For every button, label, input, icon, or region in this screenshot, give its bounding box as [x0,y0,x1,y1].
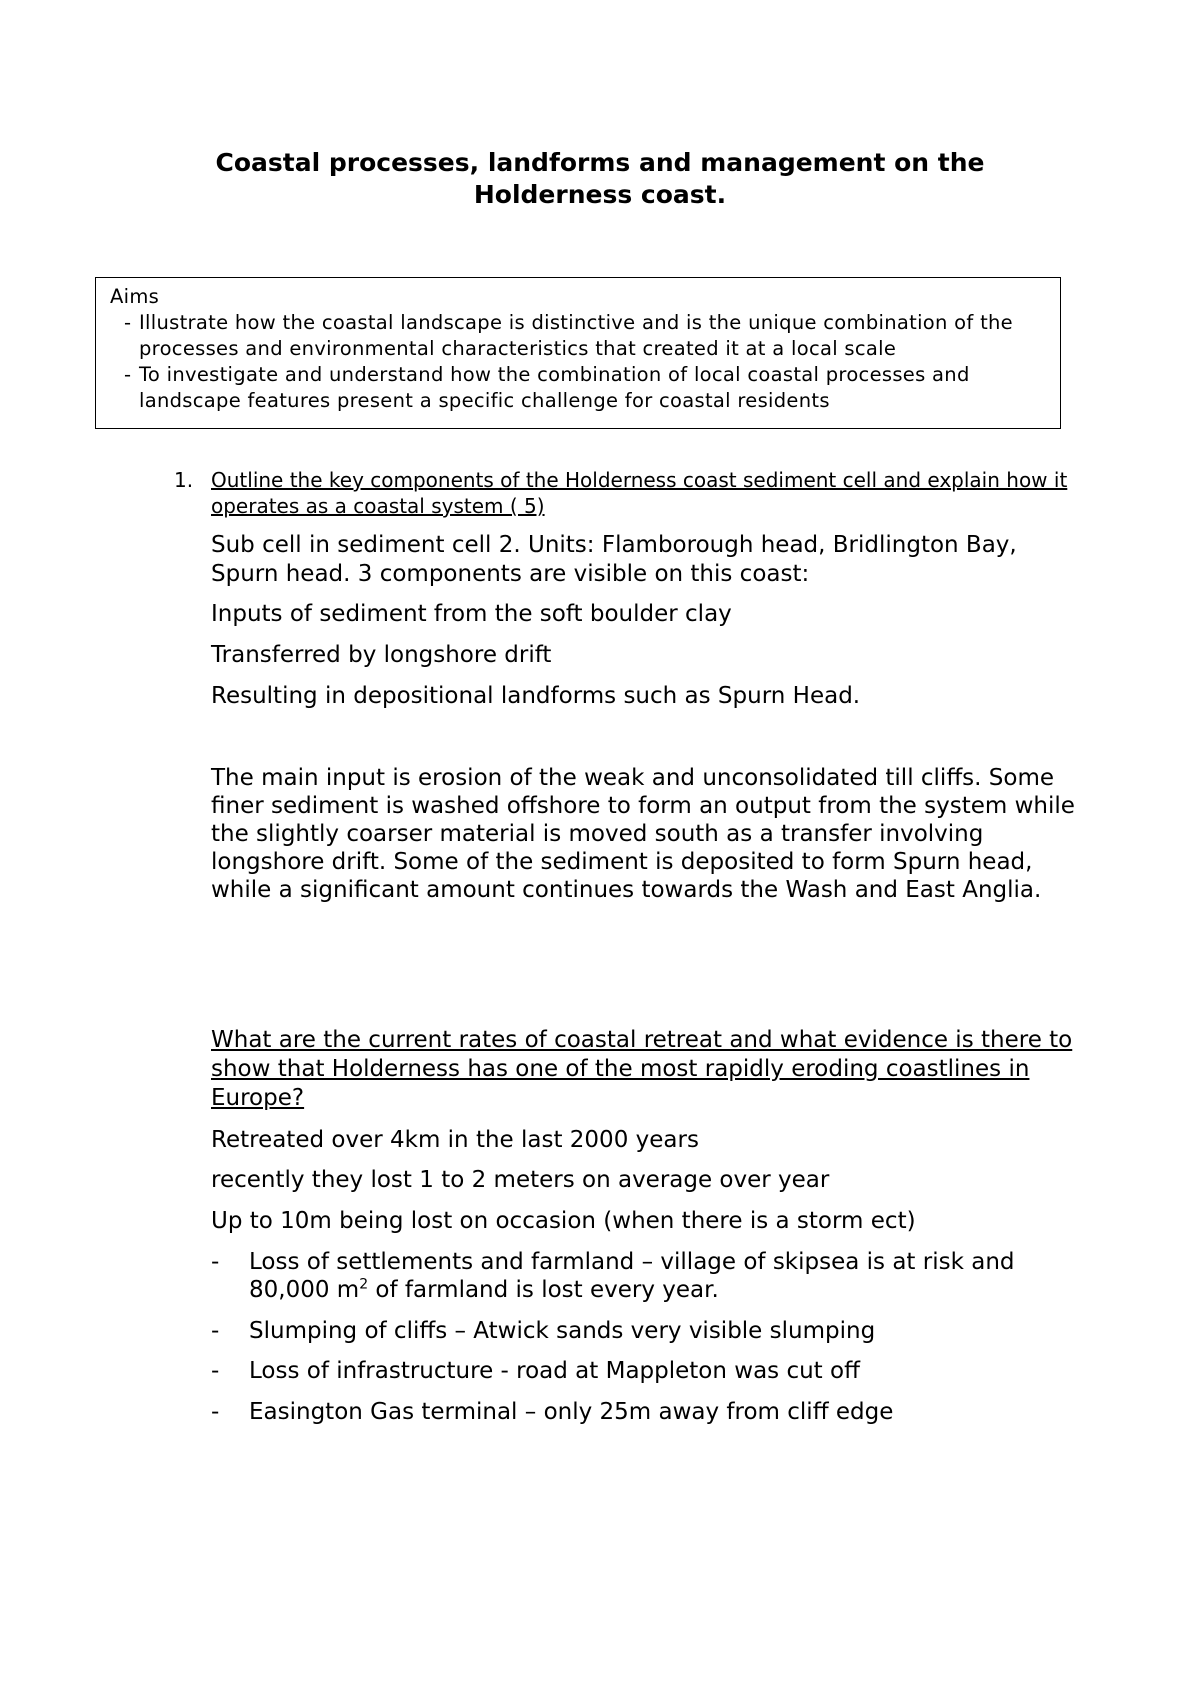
bullet-text-part: Loss of settlements and farmland – village of skipsea is at risk and 80,000 m [249,1249,1015,1303]
bullet-dash: - [211,1249,220,1275]
bullet-text: Easington Gas terminal – only 25m away from cliff edge [249,1399,894,1425]
question-1-number: 1. [174,468,194,492]
question-2-heading: What are the current rates of coastal retreat and what evidence is there to show that Holderness has one of the most rapidly eroding coastlines in Europe? [211,1027,1073,1111]
question-2-answer-line: recently they lost 1 to 2 meters on average over year [211,1167,830,1193]
bullet-dash: - [211,1358,220,1384]
bullet-dash: - [211,1399,220,1425]
evidence-bullet [211,1398,1091,1426]
evidence-bullet [211,1248,1091,1304]
aims-item-dash: - [124,363,132,386]
question-2-answer-line: Retreated over 4km in the last 2000 years [211,1127,699,1153]
title-line-2: Holderness coast. [473,180,727,209]
aims-item [110,310,1046,362]
superscript: 2 [359,1276,369,1293]
question-1-answer-line: Sub cell in sediment cell 2. Units: Flamborough head, Bridlington Bay, Spurn head. 3 components are visible on this coast: [211,532,1017,587]
aims-item [110,362,1046,414]
question-2-answer-line: Up to 10m being lost on occasion (when there is a storm ect) [211,1208,916,1234]
aims-box [95,277,1061,429]
title-line-1: Coastal processes, landforms and management on the [215,148,985,177]
question-1-answer-line: Inputs of sediment from the soft boulder clay [211,601,732,627]
question-1-answer-line: Resulting in depositional landforms such as Spurn Head. [211,683,861,709]
aims-item-text: To investigate and understand how the combination of local coastal processes and landscape features present a specific challenge for coastal residents [139,363,970,412]
aims-heading: Aims [110,285,160,308]
bullet-text: Loss of infrastructure - road at Mappleton was cut off [249,1358,860,1384]
document-title [0,147,1200,211]
aims-item-text: Illustrate how the coastal landscape is distinctive and is the unique combination of the processes and environmental characteristics that created it at a local scale [139,311,1013,360]
bullet-text [211,1248,1091,1304]
question-1-heading: Outline the key components of the Holderness coast sediment cell and explain how it operates as a coastal system ( 5) [211,468,1068,518]
bullet-text: Slumping of cliffs – Atwick sands very visible slumping [249,1318,876,1344]
evidence-bullet [211,1357,1091,1385]
question-1-answer-line: Transferred by longshore drift [211,642,552,668]
evidence-bullet [211,1317,1091,1345]
question-1-paragraph: The main input is erosion of the weak and unconsolidated till cliffs. Some finer sediment is washed offshore to form an output from the system while the slightly coarser material is moved south as a transfer involving longshore drift. Some of the sediment is deposited to form Spurn head, while a significant amount continues towards the Wash and East Anglia. [211,765,1075,903]
aims-item-dash: - [124,311,132,334]
bullet-text-part: of farmland is lost every year. [368,1277,719,1303]
bullet-dash: - [211,1318,220,1344]
